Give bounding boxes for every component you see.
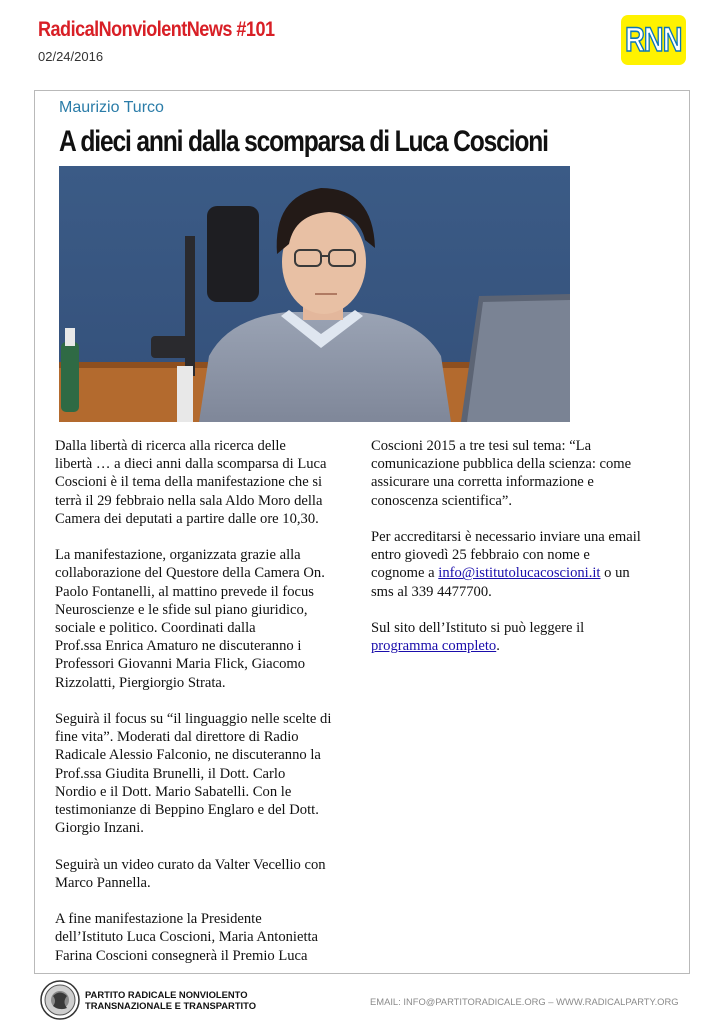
- party-seal-icon: [40, 980, 80, 1020]
- text-line: Neuroscienze e le sfide sul piano giuridico,: [55, 601, 308, 618]
- text-line: conoscenza scientifica”.: [371, 492, 512, 509]
- text-fragment: o un: [600, 565, 630, 582]
- paragraph: [371, 528, 671, 601]
- text-line: Marco Pannella.: [55, 874, 151, 891]
- paragraph: [55, 437, 355, 528]
- email-link[interactable]: info@istitutolucacoscioni.it: [438, 565, 601, 582]
- text-line: Per accreditarsi è necessario inviare una email: [371, 529, 641, 545]
- text-line: Coscioni 2015 a tre tesi sul tema: “La: [371, 438, 592, 454]
- text-line: Camera dei deputati a partire dalle ore 10,30.: [55, 510, 319, 527]
- text-line: fine vita”. Moderati dal direttore di Radio: [55, 729, 299, 746]
- text-line: sms al 339 4477700.: [371, 583, 492, 600]
- text-line: [371, 564, 671, 582]
- article-photo-drawing: [59, 166, 570, 422]
- text-line: terrà il 29 febbraio nella sala Aldo Moro della: [55, 492, 323, 509]
- text-line: Coscioni è il tema della manifestazione che si: [55, 474, 323, 491]
- text-line: A fine manifestazione la Presidente: [55, 911, 262, 928]
- text-line: libertà … a dieci anni dalla scomparsa di Luca: [55, 456, 327, 473]
- paragraph: [55, 710, 355, 837]
- organization-name: [85, 989, 256, 1011]
- org-line: PARTITO RADICALE NONVIOLENTO: [85, 989, 248, 1000]
- rnn-logo: [621, 15, 686, 65]
- issue-date: 02/24/2016: [38, 49, 104, 64]
- org-line: TRANSNAZIONALE E TRANSPARTITO: [85, 1000, 257, 1011]
- text-line: entro giovedì 25 febbraio con nome e: [371, 547, 590, 564]
- masthead: RadicalNonviolentNews #101: [38, 18, 275, 41]
- text-line: [371, 637, 671, 655]
- text-fragment: cognome a: [371, 565, 439, 582]
- paragraph: [371, 437, 671, 510]
- article-column-left: [55, 437, 355, 983]
- text-line: testimonianze di Beppino Englaro e del Dott.: [55, 802, 319, 819]
- text-line: Seguirà un video curato da Valter Vecellio con: [55, 856, 326, 873]
- text-line: comunicazione pubblica della scienza: come: [371, 456, 632, 473]
- text-line: Seguirà il focus su “il linguaggio nelle scelte di: [55, 711, 332, 728]
- article-title: A dieci anni dalla scomparsa di Luca Coscioni: [59, 125, 548, 158]
- text-line: Dalla libertà di ricerca alla ricerca delle: [55, 438, 286, 454]
- text-line: Radicale Alessio Falconio, ne discuteranno la: [55, 747, 321, 764]
- paragraph: [371, 619, 671, 655]
- text-line: Sul sito dell’Istituto si può leggere il: [371, 620, 585, 636]
- text-line: Nordio e il Dott. Mario Sabatelli. Con le: [55, 783, 292, 800]
- text-line: Prof.ssa Giudita Brunelli, il Dott. Carlo: [55, 765, 286, 782]
- text-line: Farina Coscioni consegnerà il Premio Luca: [55, 947, 308, 964]
- paragraph: [55, 546, 355, 692]
- footer-organization: [40, 980, 256, 1020]
- author-name: Maurizio Turco: [59, 99, 164, 116]
- text-line: assicurare una corretta informazione e: [371, 474, 594, 491]
- text-line: La manifestazione, organizzata grazie alla: [55, 547, 301, 564]
- footer-contact: EMAIL: INFO@PARTITORADICALE.ORG – WWW.RADICALPARTY.ORG: [370, 996, 679, 1007]
- text-line: Giorgio Inzani.: [55, 820, 144, 837]
- article-photo: [59, 166, 570, 422]
- paragraph: [55, 856, 355, 892]
- rnn-logo-text: RNN: [625, 20, 682, 59]
- text-line: dell’Istituto Luca Coscioni, Maria Antonietta: [55, 929, 319, 946]
- text-line: Paolo Fontanelli, al mattino prevede il focus: [55, 583, 314, 600]
- text-line: Prof.ssa Enrica Amaturo ne discuteranno i: [55, 638, 302, 655]
- text-line: collaborazione del Questore della Camera On.: [55, 565, 325, 582]
- article-box: [34, 90, 690, 974]
- paragraph: [55, 910, 355, 965]
- text-line: Professori Giovanni Maria Flick, Giacomo: [55, 656, 306, 673]
- text-line: Rizzolatti, Piergiorgio Strata.: [55, 674, 226, 691]
- program-link[interactable]: programma completo: [371, 638, 497, 655]
- text-line: sociale e politico. Coordinati dalla: [55, 620, 256, 637]
- article-column-right: [371, 437, 671, 674]
- text-fragment: .: [496, 638, 500, 655]
